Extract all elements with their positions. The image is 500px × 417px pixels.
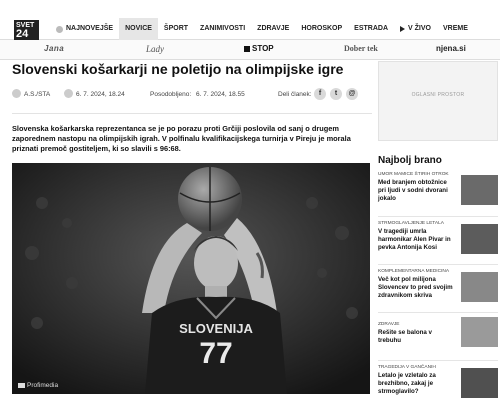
clock-icon [56, 26, 63, 33]
ad-label: OGLASNI PROSTOR [411, 92, 465, 98]
most-read-heading: Najbolj brano [378, 155, 442, 166]
published-date: 6. 7. 2024, 18.24 [76, 91, 125, 98]
item-tag: STRMOGLAVLJENJE LETALA [378, 221, 444, 226]
nav-item-zdravje[interactable] [251, 18, 295, 40]
play-icon [400, 26, 405, 32]
divider [378, 216, 498, 217]
item-tag: KOMPLEMENTARNA MEDICINA [378, 269, 450, 274]
partner-link-dober-tek[interactable]: Dober tek [344, 44, 378, 53]
divider [12, 113, 372, 114]
camera-icon [18, 383, 25, 388]
partner-sites-bar [0, 40, 500, 60]
nav-label: VREME [442, 25, 468, 32]
nav-label: ŠPORT [163, 25, 189, 32]
nav-item-zanimivosti[interactable] [194, 18, 251, 40]
article-lead: Slovenska košarkarska reprezentanca se je po porazu proti Grčiji poslovila od sanj o drugem zaporednem nastopu na olimpijskih igrah. V polfinalu kvalifikacijskega turnirja v Pireju je morala priznati premoč gostiteljem, ki so slavili s 96:68. [12, 124, 351, 153]
divider [378, 312, 498, 313]
nav-item-horoskop[interactable] [295, 18, 348, 40]
item-tag: UMOR MAMICE ŠTIRIH OTROK [378, 172, 449, 177]
clock-icon [64, 89, 73, 98]
item-title[interactable]: Med branjem obtožnice pri ljudi v sodni dvorani jokalo [378, 179, 448, 202]
twitter-icon[interactable]: t [330, 88, 342, 100]
nav-label: ZANIMIVOSTI [200, 25, 246, 32]
email-icon[interactable]: @ [346, 88, 358, 100]
item-thumbnail[interactable] [461, 368, 498, 398]
item-thumbnail[interactable] [461, 272, 498, 302]
most-read-item[interactable] [378, 365, 498, 396]
partner-link-lady[interactable]: Lady [146, 44, 164, 54]
updated-date: 6. 7. 2024, 18.55 [196, 91, 245, 98]
nav-item-vreme[interactable] [437, 18, 474, 40]
nav-label: V ŽIVO [408, 25, 431, 32]
main-menu [50, 18, 474, 40]
logo-text-top: SVET [16, 22, 35, 29]
partner-link-jana[interactable]: Jana [44, 44, 65, 53]
photo-credit [18, 382, 58, 389]
stop-logo-icon [244, 46, 250, 52]
article-title: Slovenski košarkarji ne poletijo na olimpijske igre [12, 61, 344, 77]
partner-label: STOP [252, 44, 274, 53]
nav-label: ZDRAVJE [257, 25, 290, 32]
most-read-item[interactable] [378, 172, 498, 203]
nav-label: NOVICE [125, 25, 152, 32]
item-title[interactable]: Letalo je vzletalo za brezhibno, zakaj je strmoglavilo? [378, 372, 436, 395]
nav-item-v-zivo[interactable] [394, 18, 437, 40]
article-source: A.S./STA [24, 91, 51, 98]
most-read-item[interactable] [378, 221, 498, 252]
item-tag: TRAGEDIJA V GANČANIH [378, 365, 436, 370]
most-read-item[interactable] [378, 322, 498, 345]
ad-placeholder[interactable] [378, 61, 498, 141]
jersey-name: SLOVENIJA [179, 321, 253, 336]
nav-item-estrada[interactable] [348, 18, 394, 40]
share-label: Deli članek: [278, 91, 312, 98]
divider [378, 264, 498, 265]
nav-item-sport[interactable] [158, 18, 194, 40]
article-meta [12, 88, 372, 102]
partner-link-stop[interactable] [244, 44, 274, 53]
nav-label: ESTRADA [354, 25, 389, 32]
site-logo[interactable] [14, 20, 39, 40]
facebook-icon[interactable]: f [314, 88, 326, 100]
item-tag: ZDRAVJE [378, 322, 400, 327]
partner-link-njena[interactable]: njena.si [436, 44, 466, 53]
nav-label: NAJNOVEJŠE [66, 25, 114, 32]
divider [378, 360, 498, 361]
basketball-player-image [12, 163, 370, 394]
updated-label: Posodobljeno: [150, 91, 192, 98]
article-photo[interactable] [12, 163, 370, 394]
nav-label: HOROSKOP [301, 25, 343, 32]
most-read-item[interactable] [378, 269, 498, 300]
item-thumbnail[interactable] [461, 224, 498, 254]
logo-text-bottom: 24 [16, 28, 29, 40]
nav-item-novice[interactable] [119, 18, 158, 40]
item-title[interactable]: V tragediji umrla harmonikar Alen Pivar in pevka Antonija Kosi [378, 228, 451, 251]
photo-credit-text: Profimedia [27, 382, 59, 389]
item-thumbnail[interactable] [461, 175, 498, 205]
author-icon [12, 89, 21, 98]
top-navigation [0, 0, 500, 40]
jersey-number: 77 [199, 337, 233, 370]
nav-item-najnovejse[interactable] [50, 18, 119, 40]
item-thumbnail[interactable] [461, 317, 498, 347]
item-title[interactable]: Rešite se balona v trebuhu [378, 329, 432, 344]
item-title[interactable]: Več kot pol milijona Slovencev to pred svojim zdravnikom skriva [378, 276, 453, 299]
